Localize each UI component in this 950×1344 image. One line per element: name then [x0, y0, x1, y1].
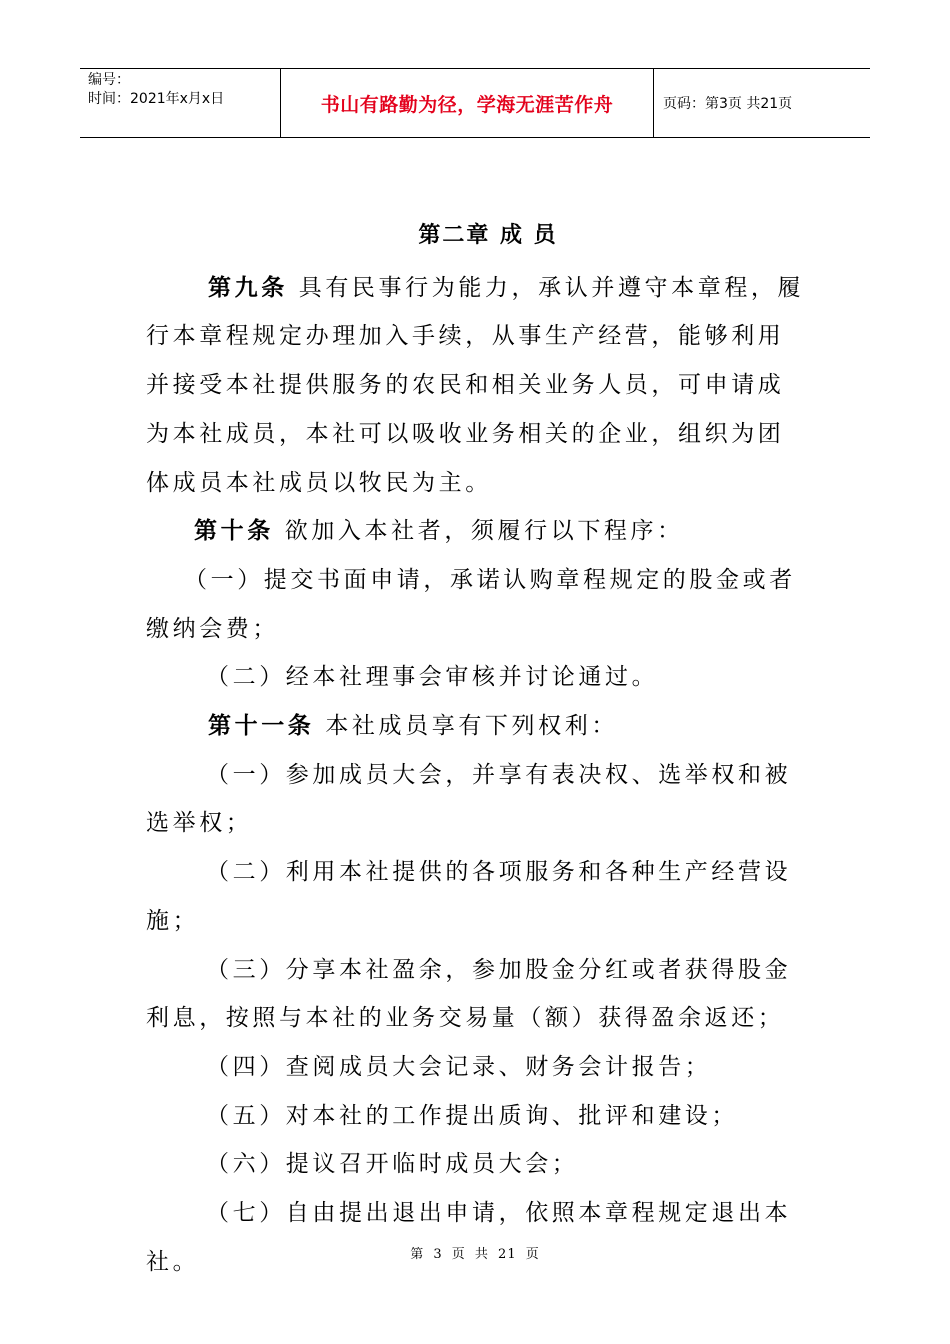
article-10-item: （一）提交书面申请，承诺认购章程规定的股金或者缴纳会费；	[146, 566, 796, 642]
document-number-label: 编号：	[88, 72, 130, 88]
article-11-item: （一）参加成员大会，并享有表决权、选举权和被选举权；	[146, 761, 792, 837]
document-time-label: 时间：2021年x月x日	[88, 91, 225, 107]
article-11-item: （六）提议召开临时成员大会；	[206, 1151, 579, 1178]
header-page-cell	[654, 69, 870, 137]
article-11-item: （五）对本社的工作提出质询、批评和建设；	[206, 1102, 738, 1129]
article-11-item: （三）分享本社盈余，参加股金分红或者获得股金利息，按照与本社的业务交易量（额）获得盈余返还；	[146, 956, 792, 1032]
page-header	[80, 68, 870, 138]
article-11	[146, 702, 810, 751]
header-motto-cell	[281, 69, 654, 137]
article-11-item: （二）利用本社提供的各项服务和各种生产经营设施；	[146, 859, 792, 934]
article-10-label: 第十条	[194, 518, 274, 545]
article-11-item: （四）查阅成员大会记录、财务会计报告；	[206, 1053, 712, 1080]
header-motto: 书山有路勤为径，学海无涯苦作舟	[320, 93, 614, 116]
header-page-code: 页码：第3页 共21页	[663, 96, 793, 112]
document-body	[146, 212, 810, 1286]
article-11-text: 本社成员享有下列权利：	[314, 713, 618, 740]
article-9-text: 具有民事行为能力，承认并遵守本章程，履行本章程规定办理加入手续，从事生产经营，能够利用并接受本社提供服务的农民和相关业务人员，可申请成为本社成员，本社可以吸收业务相关的企业，组织为团体成员本社成员以牧民为主。	[146, 274, 805, 496]
article-9	[146, 264, 810, 508]
article-11-label: 第十一条	[208, 713, 315, 740]
chapter-title: 第二章 成 员	[418, 223, 558, 248]
article-9-label: 第九条	[208, 274, 288, 301]
article-11-item: （七）自由提出退出申请，依照本章程规定退出本社。	[146, 1200, 792, 1275]
article-10-text: 欲加入本社者，须履行以下程序：	[273, 518, 684, 545]
header-meta-cell	[80, 69, 281, 137]
article-10	[146, 507, 810, 556]
page-footer: 第 3 页 共 21 页	[410, 1247, 540, 1262]
article-10-item: （二）经本社理事会审核并讨论通过。	[206, 664, 659, 691]
